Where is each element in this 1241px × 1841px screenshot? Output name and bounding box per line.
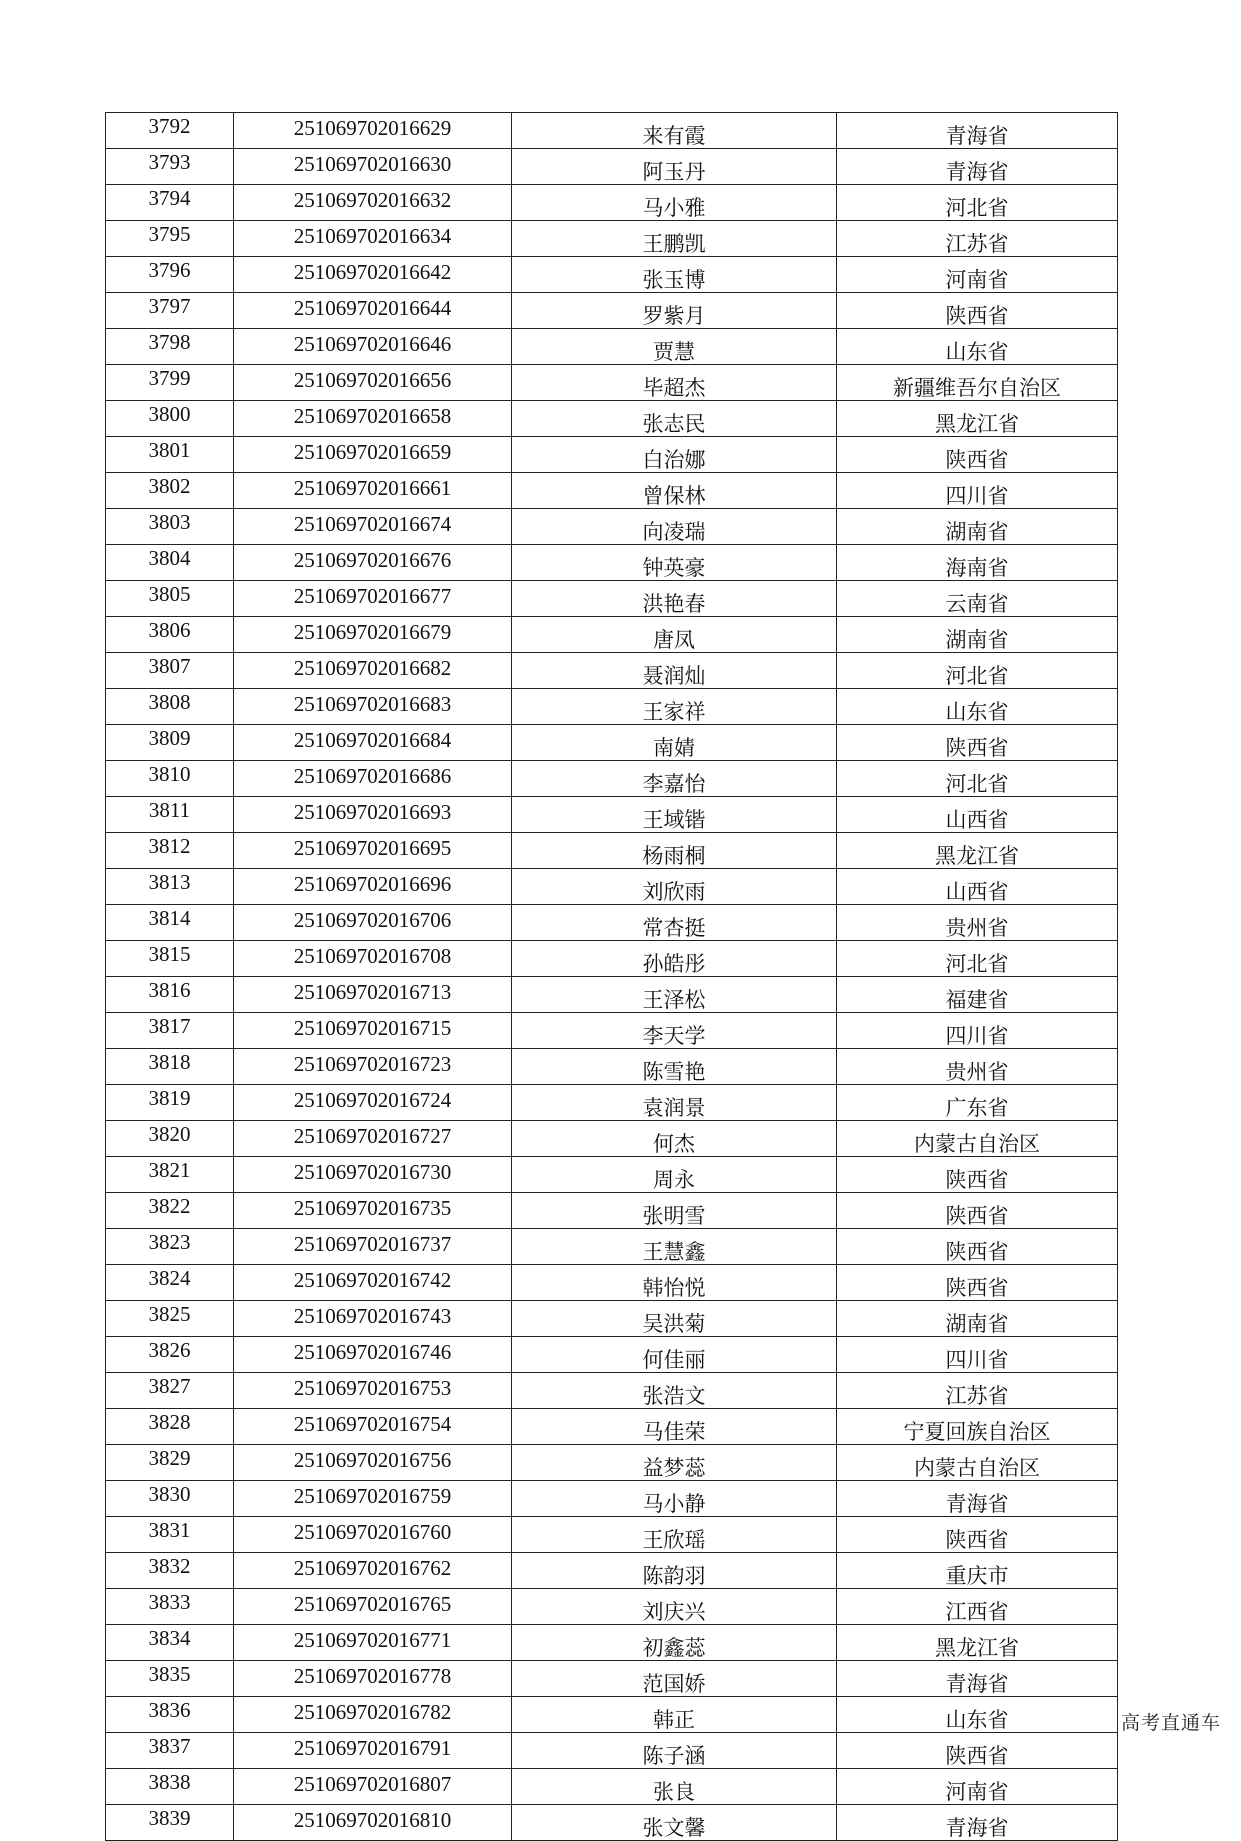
sequence-number-cell: 3803 xyxy=(106,509,234,545)
table-row xyxy=(106,617,1118,653)
name-cell: 初鑫蕊 xyxy=(512,1625,837,1661)
table-row xyxy=(106,653,1118,689)
exam-id-cell: 251069702016634 xyxy=(234,221,512,257)
table-row xyxy=(106,1553,1118,1589)
exam-id-cell: 251069702016684 xyxy=(234,725,512,761)
province-cell: 福建省 xyxy=(837,977,1118,1013)
name-cell: 王慧鑫 xyxy=(512,1229,837,1265)
sequence-number-cell: 3825 xyxy=(106,1301,234,1337)
province-cell: 山东省 xyxy=(837,329,1118,365)
exam-id-cell: 251069702016682 xyxy=(234,653,512,689)
name-cell: 吴洪菊 xyxy=(512,1301,837,1337)
exam-id-cell: 251069702016693 xyxy=(234,797,512,833)
province-cell: 陕西省 xyxy=(837,1733,1118,1769)
table-row xyxy=(106,977,1118,1013)
province-cell: 江西省 xyxy=(837,1589,1118,1625)
name-cell: 王欣瑶 xyxy=(512,1517,837,1553)
sequence-number-cell: 3819 xyxy=(106,1085,234,1121)
province-cell: 陕西省 xyxy=(837,1193,1118,1229)
sequence-number-cell: 3809 xyxy=(106,725,234,761)
table-row xyxy=(106,1193,1118,1229)
sequence-number-cell: 3827 xyxy=(106,1373,234,1409)
province-cell: 青海省 xyxy=(837,149,1118,185)
sequence-number-cell: 3836 xyxy=(106,1697,234,1733)
exam-id-cell: 251069702016642 xyxy=(234,257,512,293)
roster-body xyxy=(106,113,1118,1841)
exam-id-cell: 251069702016762 xyxy=(234,1553,512,1589)
province-cell: 山西省 xyxy=(837,869,1118,905)
exam-id-cell: 251069702016746 xyxy=(234,1337,512,1373)
sequence-number-cell: 3796 xyxy=(106,257,234,293)
exam-id-cell: 251069702016679 xyxy=(234,617,512,653)
table-row xyxy=(106,401,1118,437)
name-cell: 益梦蕊 xyxy=(512,1445,837,1481)
exam-id-cell: 251069702016807 xyxy=(234,1769,512,1805)
table-row xyxy=(106,725,1118,761)
exam-id-cell: 251069702016659 xyxy=(234,437,512,473)
sequence-number-cell: 3799 xyxy=(106,365,234,401)
table-row xyxy=(106,1733,1118,1769)
sequence-number-cell: 3793 xyxy=(106,149,234,185)
table-row xyxy=(106,293,1118,329)
province-cell: 海南省 xyxy=(837,545,1118,581)
name-cell: 张志民 xyxy=(512,401,837,437)
province-cell: 河北省 xyxy=(837,185,1118,221)
sequence-number-cell: 3806 xyxy=(106,617,234,653)
sequence-number-cell: 3798 xyxy=(106,329,234,365)
province-cell: 四川省 xyxy=(837,473,1118,509)
province-cell: 新疆维吾尔自治区 xyxy=(837,365,1118,401)
table-row xyxy=(106,1121,1118,1157)
province-cell: 陕西省 xyxy=(837,1265,1118,1301)
province-cell: 江苏省 xyxy=(837,221,1118,257)
province-cell: 宁夏回族自治区 xyxy=(837,1409,1118,1445)
name-cell: 陈子涵 xyxy=(512,1733,837,1769)
sequence-number-cell: 3818 xyxy=(106,1049,234,1085)
table-row xyxy=(106,1697,1118,1733)
table-row xyxy=(106,1589,1118,1625)
province-cell: 云南省 xyxy=(837,581,1118,617)
sequence-number-cell: 3804 xyxy=(106,545,234,581)
sequence-number-cell: 3811 xyxy=(106,797,234,833)
sequence-number-cell: 3801 xyxy=(106,437,234,473)
exam-id-cell: 251069702016771 xyxy=(234,1625,512,1661)
province-cell: 四川省 xyxy=(837,1337,1118,1373)
province-cell: 河北省 xyxy=(837,653,1118,689)
name-cell: 王家祥 xyxy=(512,689,837,725)
name-cell: 刘庆兴 xyxy=(512,1589,837,1625)
name-cell: 孙皓彤 xyxy=(512,941,837,977)
table-row xyxy=(106,1409,1118,1445)
province-cell: 青海省 xyxy=(837,113,1118,149)
sequence-number-cell: 3837 xyxy=(106,1733,234,1769)
sequence-number-cell: 3823 xyxy=(106,1229,234,1265)
province-cell: 河北省 xyxy=(837,941,1118,977)
sequence-number-cell: 3808 xyxy=(106,689,234,725)
province-cell: 黑龙江省 xyxy=(837,833,1118,869)
name-cell: 来有霞 xyxy=(512,113,837,149)
table-row xyxy=(106,1481,1118,1517)
name-cell: 马小静 xyxy=(512,1481,837,1517)
table-row xyxy=(106,905,1118,941)
exam-id-cell: 251069702016742 xyxy=(234,1265,512,1301)
province-cell: 青海省 xyxy=(837,1481,1118,1517)
exam-id-cell: 251069702016683 xyxy=(234,689,512,725)
exam-id-cell: 251069702016810 xyxy=(234,1805,512,1841)
exam-id-cell: 251069702016759 xyxy=(234,1481,512,1517)
roster-table xyxy=(105,112,1118,1841)
exam-id-cell: 251069702016724 xyxy=(234,1085,512,1121)
table-row xyxy=(106,1661,1118,1697)
exam-id-cell: 251069702016630 xyxy=(234,149,512,185)
sequence-number-cell: 3815 xyxy=(106,941,234,977)
province-cell: 青海省 xyxy=(837,1805,1118,1841)
name-cell: 陈雪艳 xyxy=(512,1049,837,1085)
exam-id-cell: 251069702016677 xyxy=(234,581,512,617)
sequence-number-cell: 3834 xyxy=(106,1625,234,1661)
sequence-number-cell: 3826 xyxy=(106,1337,234,1373)
table-row xyxy=(106,941,1118,977)
name-cell: 何佳丽 xyxy=(512,1337,837,1373)
province-cell: 贵州省 xyxy=(837,1049,1118,1085)
exam-id-cell: 251069702016656 xyxy=(234,365,512,401)
sequence-number-cell: 3795 xyxy=(106,221,234,257)
name-cell: 钟英豪 xyxy=(512,545,837,581)
footer-watermark: 高考直通车 xyxy=(1120,1712,1221,1734)
name-cell: 聂润灿 xyxy=(512,653,837,689)
table-row xyxy=(106,545,1118,581)
province-cell: 陕西省 xyxy=(837,293,1118,329)
name-cell: 洪艳春 xyxy=(512,581,837,617)
sequence-number-cell: 3816 xyxy=(106,977,234,1013)
table-row xyxy=(106,581,1118,617)
table-row xyxy=(106,761,1118,797)
province-cell: 江苏省 xyxy=(837,1373,1118,1409)
sequence-number-cell: 3831 xyxy=(106,1517,234,1553)
sequence-number-cell: 3802 xyxy=(106,473,234,509)
sequence-number-cell: 3813 xyxy=(106,869,234,905)
exam-id-cell: 251069702016696 xyxy=(234,869,512,905)
exam-id-cell: 251069702016713 xyxy=(234,977,512,1013)
province-cell: 湖南省 xyxy=(837,1301,1118,1337)
province-cell: 黑龙江省 xyxy=(837,1625,1118,1661)
exam-id-cell: 251069702016730 xyxy=(234,1157,512,1193)
table-row xyxy=(106,1301,1118,1337)
exam-id-cell: 251069702016632 xyxy=(234,185,512,221)
name-cell: 贾慧 xyxy=(512,329,837,365)
table-row xyxy=(106,1373,1118,1409)
table-row xyxy=(106,1769,1118,1805)
table-row xyxy=(106,833,1118,869)
exam-id-cell: 251069702016754 xyxy=(234,1409,512,1445)
name-cell: 马小雅 xyxy=(512,185,837,221)
sequence-number-cell: 3817 xyxy=(106,1013,234,1049)
sequence-number-cell: 3839 xyxy=(106,1805,234,1841)
table-row xyxy=(106,329,1118,365)
province-cell: 内蒙古自治区 xyxy=(837,1445,1118,1481)
table-row xyxy=(106,689,1118,725)
sequence-number-cell: 3821 xyxy=(106,1157,234,1193)
name-cell: 何杰 xyxy=(512,1121,837,1157)
table-row xyxy=(106,1517,1118,1553)
sequence-number-cell: 3830 xyxy=(106,1481,234,1517)
table-row xyxy=(106,437,1118,473)
table-row xyxy=(106,221,1118,257)
table-row xyxy=(106,1805,1118,1841)
name-cell: 南婧 xyxy=(512,725,837,761)
exam-id-cell: 251069702016782 xyxy=(234,1697,512,1733)
sequence-number-cell: 3805 xyxy=(106,581,234,617)
table-row xyxy=(106,1013,1118,1049)
sequence-number-cell: 3829 xyxy=(106,1445,234,1481)
exam-id-cell: 251069702016756 xyxy=(234,1445,512,1481)
table-row xyxy=(106,1445,1118,1481)
exam-id-cell: 251069702016674 xyxy=(234,509,512,545)
province-cell: 四川省 xyxy=(837,1013,1118,1049)
sequence-number-cell: 3828 xyxy=(106,1409,234,1445)
exam-id-cell: 251069702016735 xyxy=(234,1193,512,1229)
province-cell: 山东省 xyxy=(837,1697,1118,1733)
sequence-number-cell: 3810 xyxy=(106,761,234,797)
name-cell: 毕超杰 xyxy=(512,365,837,401)
name-cell: 王泽松 xyxy=(512,977,837,1013)
exam-id-cell: 251069702016646 xyxy=(234,329,512,365)
table-row xyxy=(106,1265,1118,1301)
name-cell: 刘欣雨 xyxy=(512,869,837,905)
province-cell: 湖南省 xyxy=(837,617,1118,653)
exam-id-cell: 251069702016686 xyxy=(234,761,512,797)
table-row xyxy=(106,149,1118,185)
sequence-number-cell: 3794 xyxy=(106,185,234,221)
exam-id-cell: 251069702016706 xyxy=(234,905,512,941)
province-cell: 广东省 xyxy=(837,1085,1118,1121)
table-row xyxy=(106,797,1118,833)
exam-id-cell: 251069702016715 xyxy=(234,1013,512,1049)
province-cell: 青海省 xyxy=(837,1661,1118,1697)
sequence-number-cell: 3820 xyxy=(106,1121,234,1157)
province-cell: 黑龙江省 xyxy=(837,401,1118,437)
province-cell: 河南省 xyxy=(837,1769,1118,1805)
exam-id-cell: 251069702016791 xyxy=(234,1733,512,1769)
table-row xyxy=(106,1337,1118,1373)
exam-id-cell: 251069702016727 xyxy=(234,1121,512,1157)
province-cell: 湖南省 xyxy=(837,509,1118,545)
exam-id-cell: 251069702016760 xyxy=(234,1517,512,1553)
province-cell: 山东省 xyxy=(837,689,1118,725)
sequence-number-cell: 3800 xyxy=(106,401,234,437)
exam-id-cell: 251069702016708 xyxy=(234,941,512,977)
table-row xyxy=(106,1625,1118,1661)
exam-id-cell: 251069702016743 xyxy=(234,1301,512,1337)
name-cell: 范国娇 xyxy=(512,1661,837,1697)
sequence-number-cell: 3797 xyxy=(106,293,234,329)
name-cell: 张文馨 xyxy=(512,1805,837,1841)
name-cell: 韩正 xyxy=(512,1697,837,1733)
name-cell: 张浩文 xyxy=(512,1373,837,1409)
province-cell: 陕西省 xyxy=(837,437,1118,473)
exam-id-cell: 251069702016765 xyxy=(234,1589,512,1625)
sequence-number-cell: 3832 xyxy=(106,1553,234,1589)
exam-id-cell: 251069702016778 xyxy=(234,1661,512,1697)
sequence-number-cell: 3807 xyxy=(106,653,234,689)
exam-id-cell: 251069702016695 xyxy=(234,833,512,869)
province-cell: 山西省 xyxy=(837,797,1118,833)
province-cell: 陕西省 xyxy=(837,1517,1118,1553)
sequence-number-cell: 3822 xyxy=(106,1193,234,1229)
exam-id-cell: 251069702016658 xyxy=(234,401,512,437)
name-cell: 白治娜 xyxy=(512,437,837,473)
table-row xyxy=(106,365,1118,401)
exam-id-cell: 251069702016661 xyxy=(234,473,512,509)
name-cell: 李嘉怡 xyxy=(512,761,837,797)
sequence-number-cell: 3812 xyxy=(106,833,234,869)
sequence-number-cell: 3792 xyxy=(106,113,234,149)
table-row xyxy=(106,1049,1118,1085)
exam-id-cell: 251069702016753 xyxy=(234,1373,512,1409)
sequence-number-cell: 3833 xyxy=(106,1589,234,1625)
name-cell: 曾保林 xyxy=(512,473,837,509)
name-cell: 常杏挺 xyxy=(512,905,837,941)
name-cell: 唐凤 xyxy=(512,617,837,653)
sequence-number-cell: 3824 xyxy=(106,1265,234,1301)
name-cell: 马佳荣 xyxy=(512,1409,837,1445)
sequence-number-cell: 3838 xyxy=(106,1769,234,1805)
name-cell: 陈韵羽 xyxy=(512,1553,837,1589)
table-row xyxy=(106,1229,1118,1265)
table-row xyxy=(106,113,1118,149)
name-cell: 张良 xyxy=(512,1769,837,1805)
exam-id-cell: 251069702016629 xyxy=(234,113,512,149)
province-cell: 贵州省 xyxy=(837,905,1118,941)
exam-id-cell: 251069702016676 xyxy=(234,545,512,581)
province-cell: 河南省 xyxy=(837,257,1118,293)
exam-id-cell: 251069702016737 xyxy=(234,1229,512,1265)
name-cell: 杨雨桐 xyxy=(512,833,837,869)
table-row xyxy=(106,1157,1118,1193)
name-cell: 王域锴 xyxy=(512,797,837,833)
province-cell: 河北省 xyxy=(837,761,1118,797)
table-row xyxy=(106,185,1118,221)
table-row xyxy=(106,1085,1118,1121)
table-row xyxy=(106,869,1118,905)
province-cell: 陕西省 xyxy=(837,725,1118,761)
table-row xyxy=(106,473,1118,509)
name-cell: 张玉博 xyxy=(512,257,837,293)
name-cell: 阿玉丹 xyxy=(512,149,837,185)
table-row xyxy=(106,257,1118,293)
sequence-number-cell: 3814 xyxy=(106,905,234,941)
name-cell: 王鹏凯 xyxy=(512,221,837,257)
sequence-number-cell: 3835 xyxy=(106,1661,234,1697)
name-cell: 李天学 xyxy=(512,1013,837,1049)
province-cell: 内蒙古自治区 xyxy=(837,1121,1118,1157)
name-cell: 向凌瑞 xyxy=(512,509,837,545)
name-cell: 韩怡悦 xyxy=(512,1265,837,1301)
exam-id-cell: 251069702016644 xyxy=(234,293,512,329)
province-cell: 陕西省 xyxy=(837,1157,1118,1193)
name-cell: 张明雪 xyxy=(512,1193,837,1229)
name-cell: 周永 xyxy=(512,1157,837,1193)
province-cell: 重庆市 xyxy=(837,1553,1118,1589)
exam-id-cell: 251069702016723 xyxy=(234,1049,512,1085)
table-row xyxy=(106,509,1118,545)
province-cell: 陕西省 xyxy=(837,1229,1118,1265)
name-cell: 袁润景 xyxy=(512,1085,837,1121)
name-cell: 罗紫月 xyxy=(512,293,837,329)
